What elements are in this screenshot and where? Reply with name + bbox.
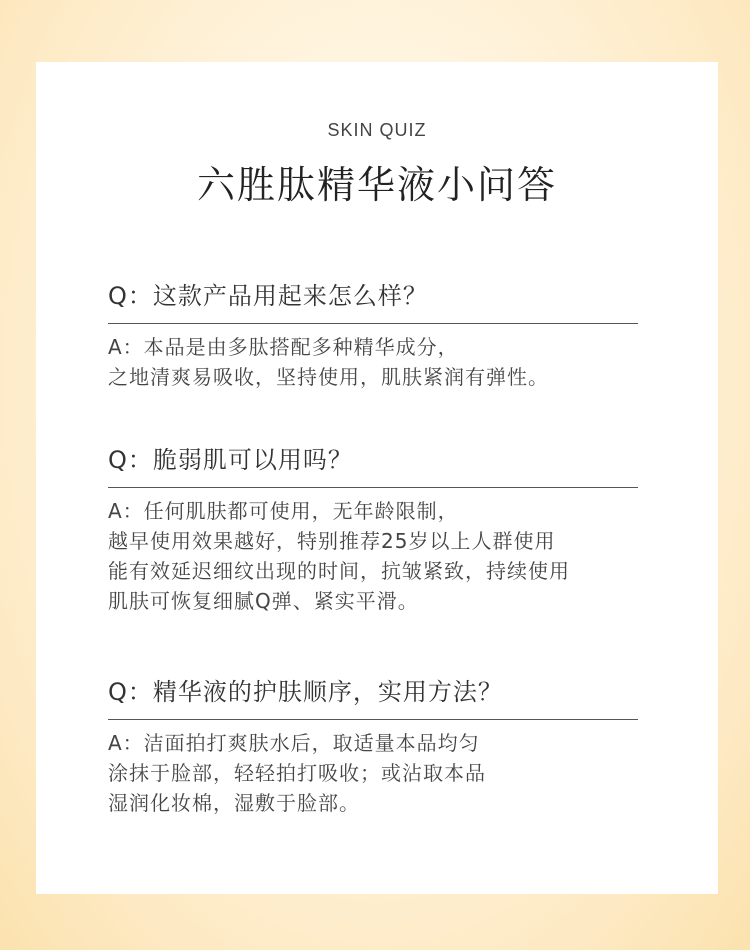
page-title: 六胜肽精华液小问答 [196, 163, 557, 207]
answer-line: 涂抹于脸部，轻轻拍打吸收；或沾取本品 [108, 761, 486, 785]
question-1: Q：这款产品用起来怎么样？ [108, 276, 638, 324]
section-subtitle: SKIN QUIZ [327, 120, 427, 140]
answer-line: A：洁面拍打爽肤水后，取适量本品均匀 [108, 731, 480, 755]
answer-line: 湿润化妆棉，湿敷于脸部。 [108, 791, 360, 815]
answer-line: 能有效延迟细纹出现的时间，抗皱紧致，持续使用 [108, 559, 570, 583]
answer-3 [108, 728, 638, 818]
qa-item-1 [108, 276, 638, 392]
answer-line: 肌肤可恢复细腻Q弹、紧实平滑。 [108, 589, 419, 613]
quiz-card [36, 62, 718, 894]
answer-line: A：本品是由多肽搭配多种精华成分， [108, 335, 459, 359]
answer-line: 越早使用效果越好，特别推荐25岁以上人群使用 [108, 529, 556, 553]
answer-line: A：任何肌肤都可使用，无年龄限制， [108, 499, 459, 523]
qa-item-2 [108, 440, 638, 616]
answer-line: 之地清爽易吸收，坚持使用，肌肤紧润有弹性。 [108, 365, 549, 389]
question-3: Q：精华液的护肤顺序，实用方法？ [108, 672, 638, 720]
answer-1 [108, 332, 638, 392]
answer-2 [108, 496, 638, 616]
qa-item-3 [108, 672, 638, 818]
question-2: Q：脆弱肌可以用吗？ [108, 440, 638, 488]
